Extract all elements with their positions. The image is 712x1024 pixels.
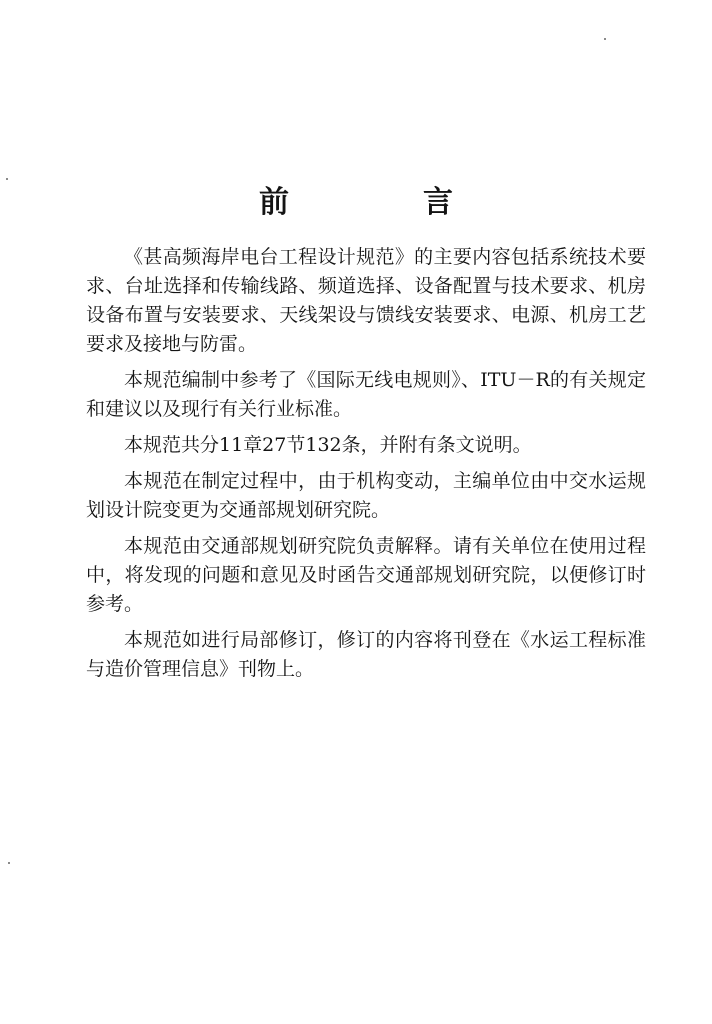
scan-speck (6, 178, 8, 180)
paragraph-structure: 本规范共分11章27节132条，并附有条文说明。 (124, 434, 532, 456)
page-title: 前 言 (259, 185, 505, 220)
paragraph-revision: 本规范如进行局部修订，修订的内容将刊登在《水运工程标准与造价管理信息》刊物上。 (86, 629, 646, 680)
paragraph-contents: 《甚高频海岸电台工程设计规范》的主要内容包括系统技术要求、台址选择和传输线路、频道选择、设备配置与技术要求、机房设备布置与安装要求、天线架设与馈线安装要求、电源、机房工艺要求及接地与防雷。 (86, 246, 646, 355)
paragraph-editor-change: 本规范在制定过程中，由于机构变动，主编单位由中交水运规划设计院变更为交通部规划研究院。 (86, 470, 646, 521)
paragraph-interpretation: 本规范由交通部规划研究院负责解释。请有关单位在使用过程中，将发现的问题和意见及时函告交通部规划研究院，以便修订时参考。 (86, 535, 646, 615)
scan-speck (8, 862, 10, 864)
preface-body (86, 243, 646, 691)
paragraph-references: 本规范编制中参考了《国际无线电规则》、ITU－R的有关规定和建议以及现行有关行业标准。 (86, 369, 646, 420)
scan-speck (604, 38, 606, 40)
